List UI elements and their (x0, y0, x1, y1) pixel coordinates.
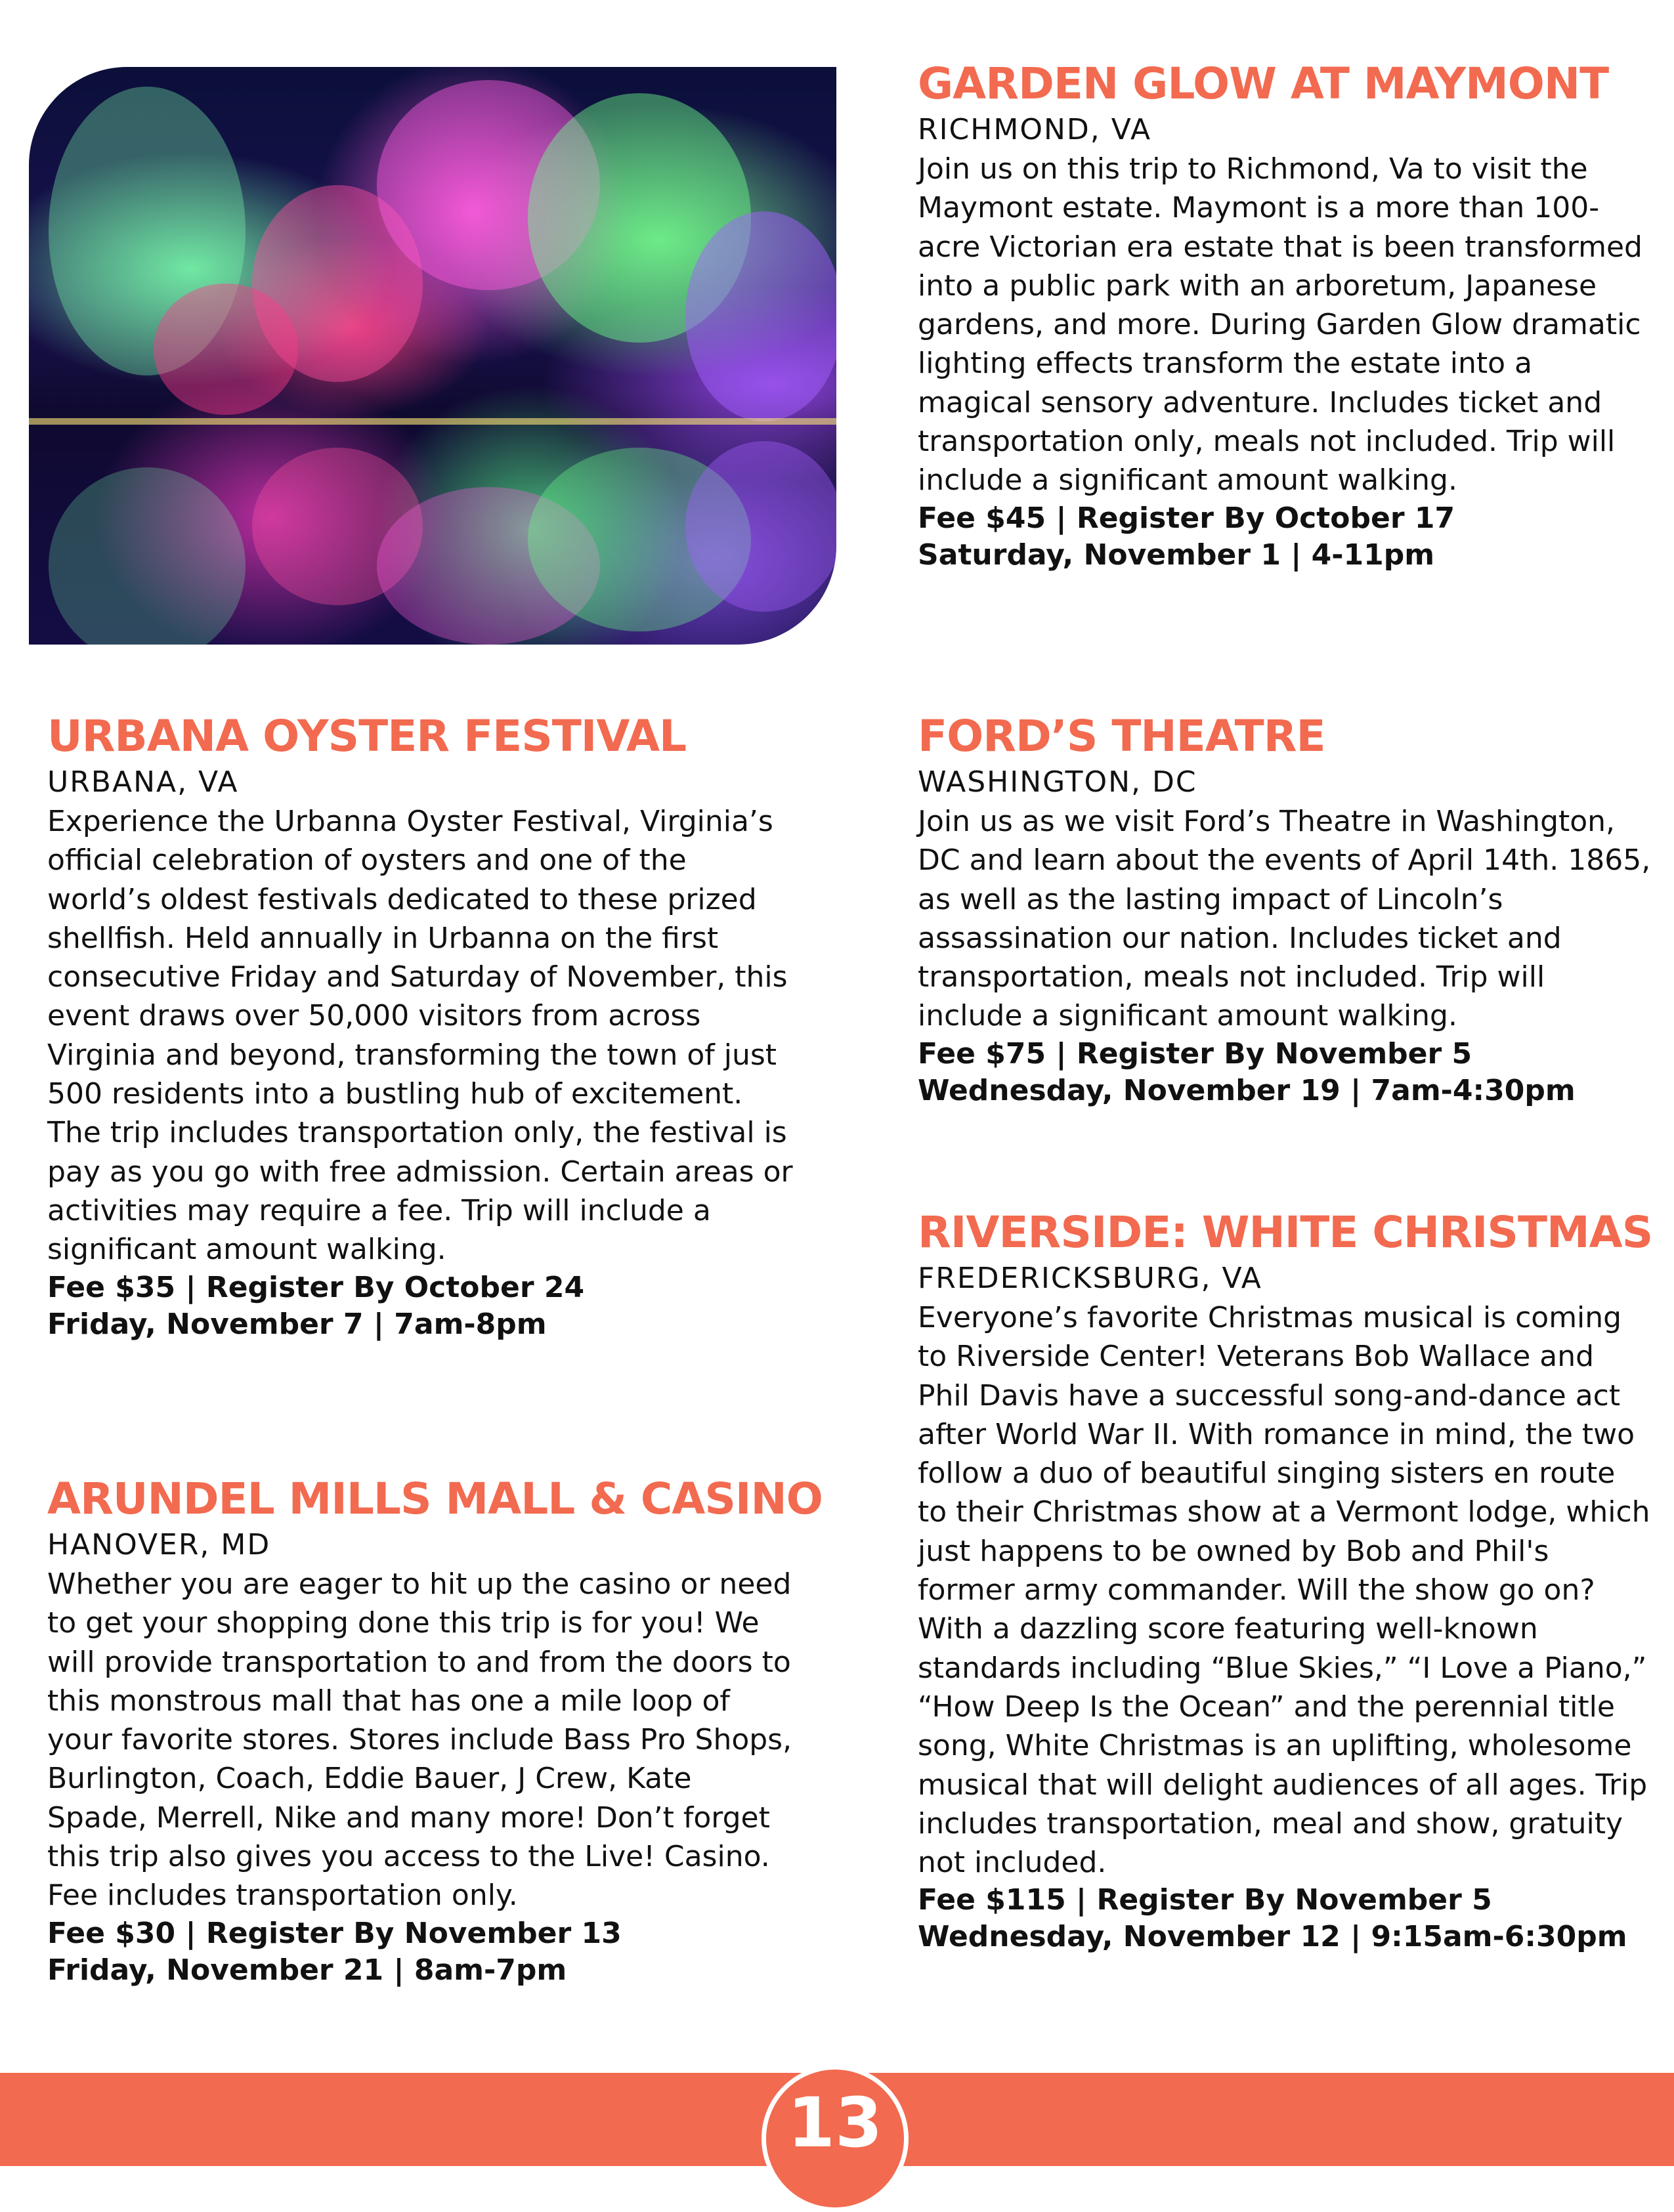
page-number: 13 (787, 2083, 883, 2163)
article-fee: Fee $35 | Register By October 24 (47, 1270, 585, 1304)
article-title: URBANA OYSTER FESTIVAL (47, 711, 687, 761)
article-date: Friday, November 7 | 7am-8pm (47, 1307, 547, 1341)
article-description: Join us on this trip to Richmond, Va to visit the Maymont estate. Maymont is a more than 100-acre Victorian era estate that is been transformed into a public park with an arboretum, Japanese gardens, and more. During Garden Glow dramatic lighting effects transform the estate into a magical sensory adventure. Includes ticket and transportation only, meals not included. Trip will include a significant amount walking. (918, 152, 1642, 498)
article-title: RIVERSIDE: WHITE CHRISTMAS (918, 1207, 1653, 1258)
article-location: HANOVER, MD (47, 1528, 271, 1562)
article-description: Whether you are eager to hit up the casino or need to get your shopping done this trip is for you! We will provide transportation to and from the doors to this monstrous mall that has one a mile loop of your favorite stores. Stores include Bass Pro Shops, Burlington, Coach, Eddie Bauer, J Crew, Kate Spade, Merrell, Nike and many more! Don’t forget this trip also gives you access to the Live! Casino. Fee includes transportation only. (47, 1567, 792, 1913)
illuminated-trees-illustration (29, 67, 836, 645)
article-fords-theatre (918, 710, 1653, 1109)
article-urbana-oyster (47, 710, 796, 1343)
article-date: Wednesday, November 12 | 9:15am-6:30pm (918, 1920, 1627, 1954)
article-title: GARDEN GLOW AT MAYMONT (918, 58, 1609, 109)
article-arundel-mills (47, 1473, 823, 1989)
page-number-badge (762, 2065, 909, 2212)
article-description: Everyone’s favorite Christmas musical is coming to Riverside Center! Veterans Bob Wallace and Phil Davis have a successful song-and-dance act after World War II. With romance in mind, the two follow a duo of beautiful singing sisters en route to their Christmas show at a Vermont lodge, which just happens to be owned by Bob and Phil's former army commander. Will the show go on? With a dazzling score featuring well-known standards including “Blue Skies,” “I Love a Piano,” “How Deep Is the Ocean” and the perennial title song, White Christmas is an uplifting, wholesome musical that will delight audiences of all ages. Trip includes transportation, meal and show, gratuity not included. (918, 1301, 1650, 1880)
article-garden-glow (918, 58, 1653, 574)
article-description: Experience the Urbanna Oyster Festival, Virginia’s official celebration of oysters and one of the world’s oldest festivals dedicated to these prized shellfish. Held annually in Urbanna on the first consecutive Friday and Saturday of November, this event draws over 50,000 visitors from across Virginia and beyond, transforming the town of just 500 residents into a bustling hub of excitement. The trip includes transportation only, the festival is pay as you go with free admission. Certain areas or activities may require a fee. Trip will include a significant amount walking. (47, 805, 793, 1267)
article-location: RICHMOND, VA (918, 113, 1152, 146)
article-fee: Fee $30 | Register By November 13 (47, 1916, 622, 1950)
footer-bar (0, 2073, 1674, 2166)
article-title: FORD’S THEATRE (918, 711, 1325, 761)
article-date: Friday, November 21 | 8am-7pm (47, 1953, 567, 1987)
article-location: URBANA, VA (47, 765, 239, 799)
article-location: WASHINGTON, DC (918, 765, 1197, 799)
article-date: Saturday, November 1 | 4-11pm (918, 538, 1435, 572)
article-fee: Fee $45 | Register By October 17 (918, 501, 1455, 535)
article-location: FREDERICKSBURG, VA (918, 1262, 1262, 1295)
article-riverside-white-christmas (918, 1206, 1653, 1955)
article-fee: Fee $75 | Register By November 5 (918, 1036, 1472, 1071)
article-description: Join us as we visit Ford’s Theatre in Washington, DC and learn about the events of April 14th. 1865, as well as the lasting impact of Lincoln’s assassination our nation. Includes ticket and transportation, meals not included. Trip will include a significant amount walking. (918, 805, 1651, 1033)
article-title: ARUNDEL MILLS MALL & CASINO (47, 1474, 823, 1524)
garden-glow-photo (29, 67, 836, 645)
article-fee: Fee $115 | Register By November 5 (918, 1883, 1492, 1917)
article-date: Wednesday, November 19 | 7am-4:30pm (918, 1073, 1576, 1107)
